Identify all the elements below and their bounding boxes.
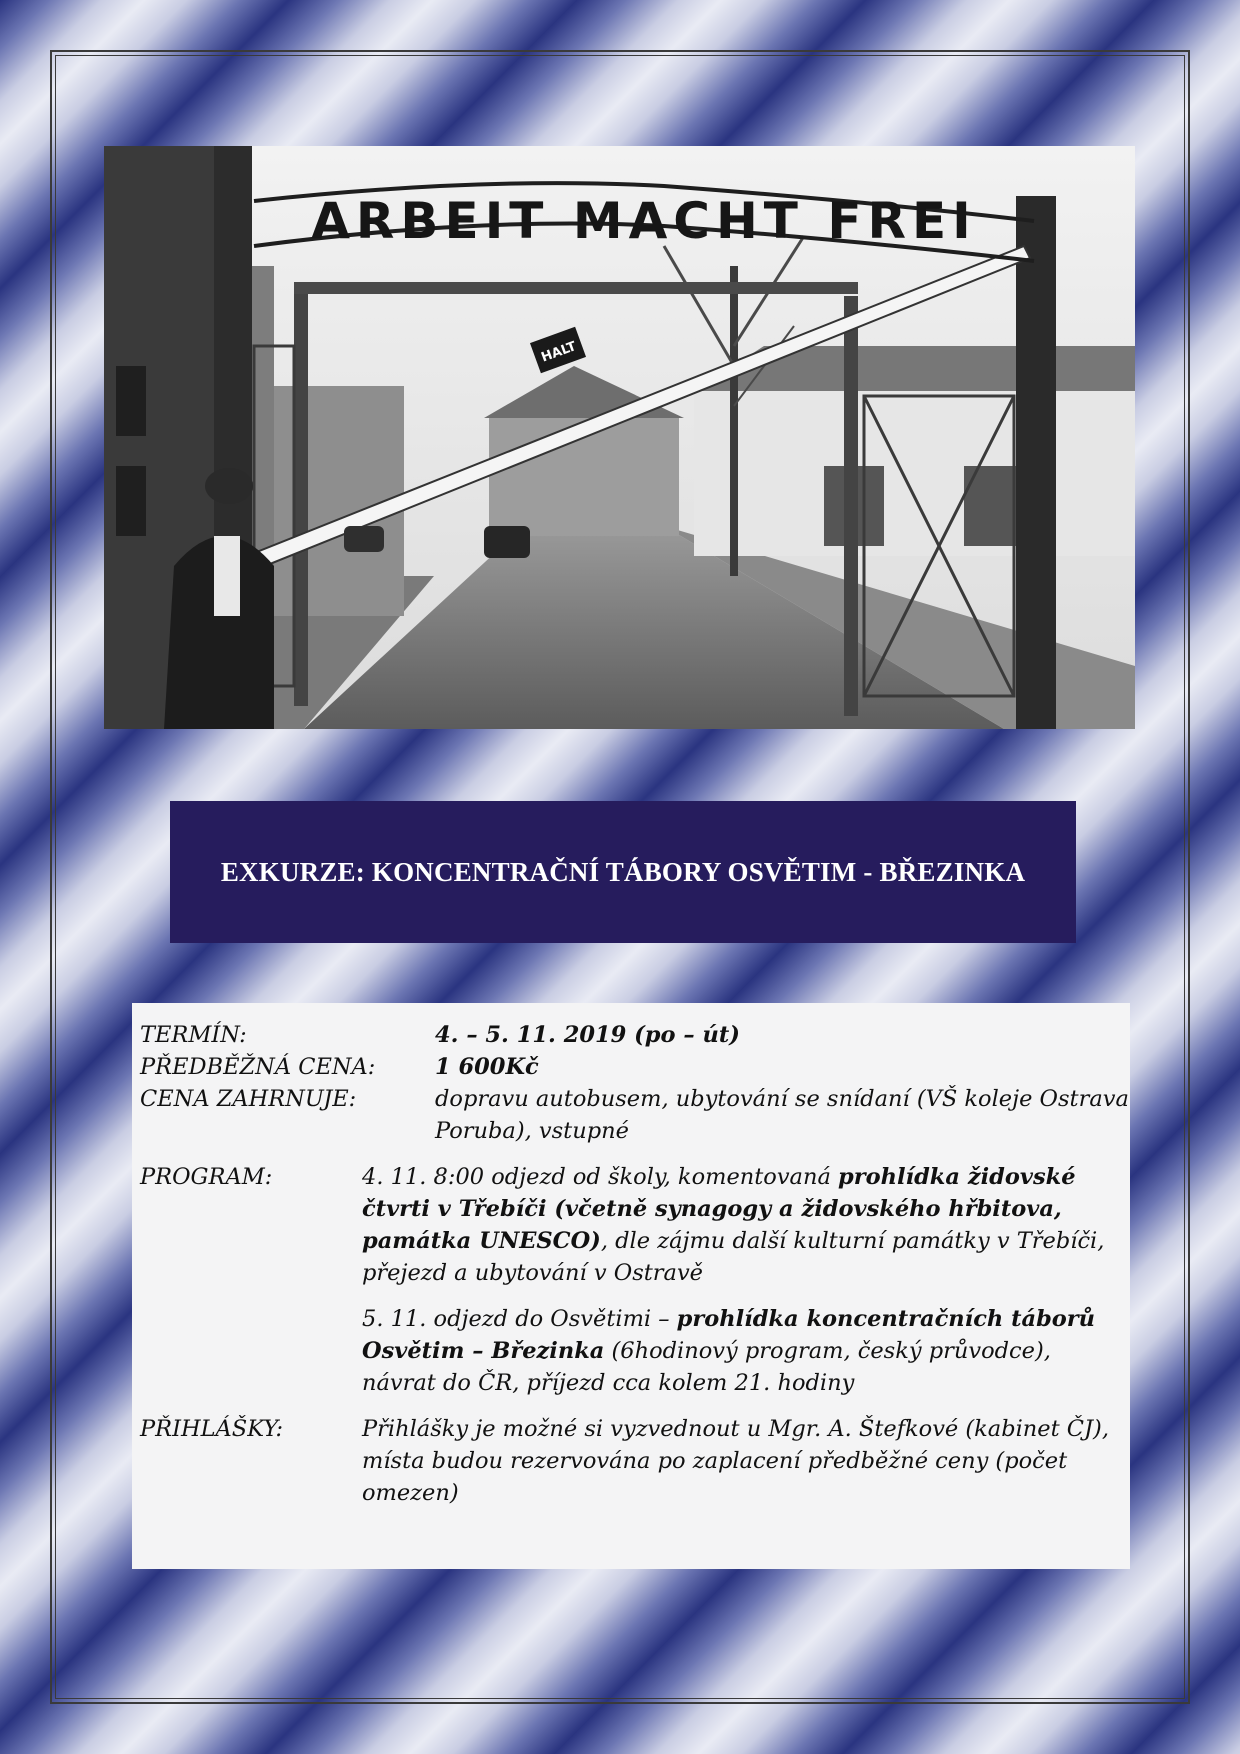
title-banner [170, 801, 1076, 943]
day1-highlight: prohlídka židovské čtvrti v Třebíči (včetně synagogy a židovského hřbitova, památka UNESCO) [362, 1164, 1076, 1254]
day2-rest: (6hodinový program, český průvodce), návrat do ČR, příjezd cca kolem 21. hodiny [362, 1338, 1051, 1396]
excursion-title: EXKURZE: KONCENTRAČNÍ TÁBORY OSVĚTIM - BŘEZINKA [220, 856, 1026, 887]
zahrnuje-label: CENA ZAHRNUJE: [140, 1086, 357, 1112]
prihlasky-value: Přihlášky je možné si vyzvednout u Mgr. A. Štefkové (kabinet ČJ), místa budou rezervována po zaplacení předběžné ceny (počet omezen) [362, 1416, 1109, 1506]
zahrnuje-row [140, 1083, 1130, 1147]
day1-intro: 4. 11. 8:00 odjezd od školy, komentovaná [362, 1164, 839, 1190]
termin-row [140, 1019, 1130, 1051]
cena-row [140, 1051, 1130, 1083]
termin-label: TERMÍN: [140, 1022, 247, 1048]
termin-value: 4. – 5. 11. 2019 (po – út) [435, 1022, 740, 1048]
info-panel [132, 1003, 1130, 1569]
prihlasky-label: PŘIHLÁŠKY: [140, 1416, 284, 1442]
cena-label: PŘEDBĚŽNÁ CENA: [140, 1054, 376, 1080]
day2-highlight: prohlídka koncentračních táborů Osvětim – Březinka [362, 1306, 1096, 1364]
program-row [140, 1161, 1130, 1399]
prihlasky-row [140, 1413, 1130, 1509]
cena-value: 1 600Kč [435, 1054, 539, 1080]
day1-rest: , dle zájmu další kulturní památky v Třebíči, přejezd a ubytování v Ostravě [362, 1228, 1105, 1286]
auschwitz-gate-photo [104, 146, 1135, 729]
program-label: PROGRAM: [140, 1164, 273, 1190]
program-day2 [362, 1303, 1130, 1399]
halt-sign: HALT [539, 339, 579, 366]
gate-sign-text: ARBEIT MACHT FREI [311, 192, 977, 250]
program-day1 [362, 1161, 1130, 1289]
day2-intro: 5. 11. odjezd do Osvětimi – [362, 1306, 677, 1332]
zahrnuje-value: dopravu autobusem, ubytování se snídaní (VŠ koleje Ostrava Poruba), vstupné [435, 1086, 1129, 1144]
